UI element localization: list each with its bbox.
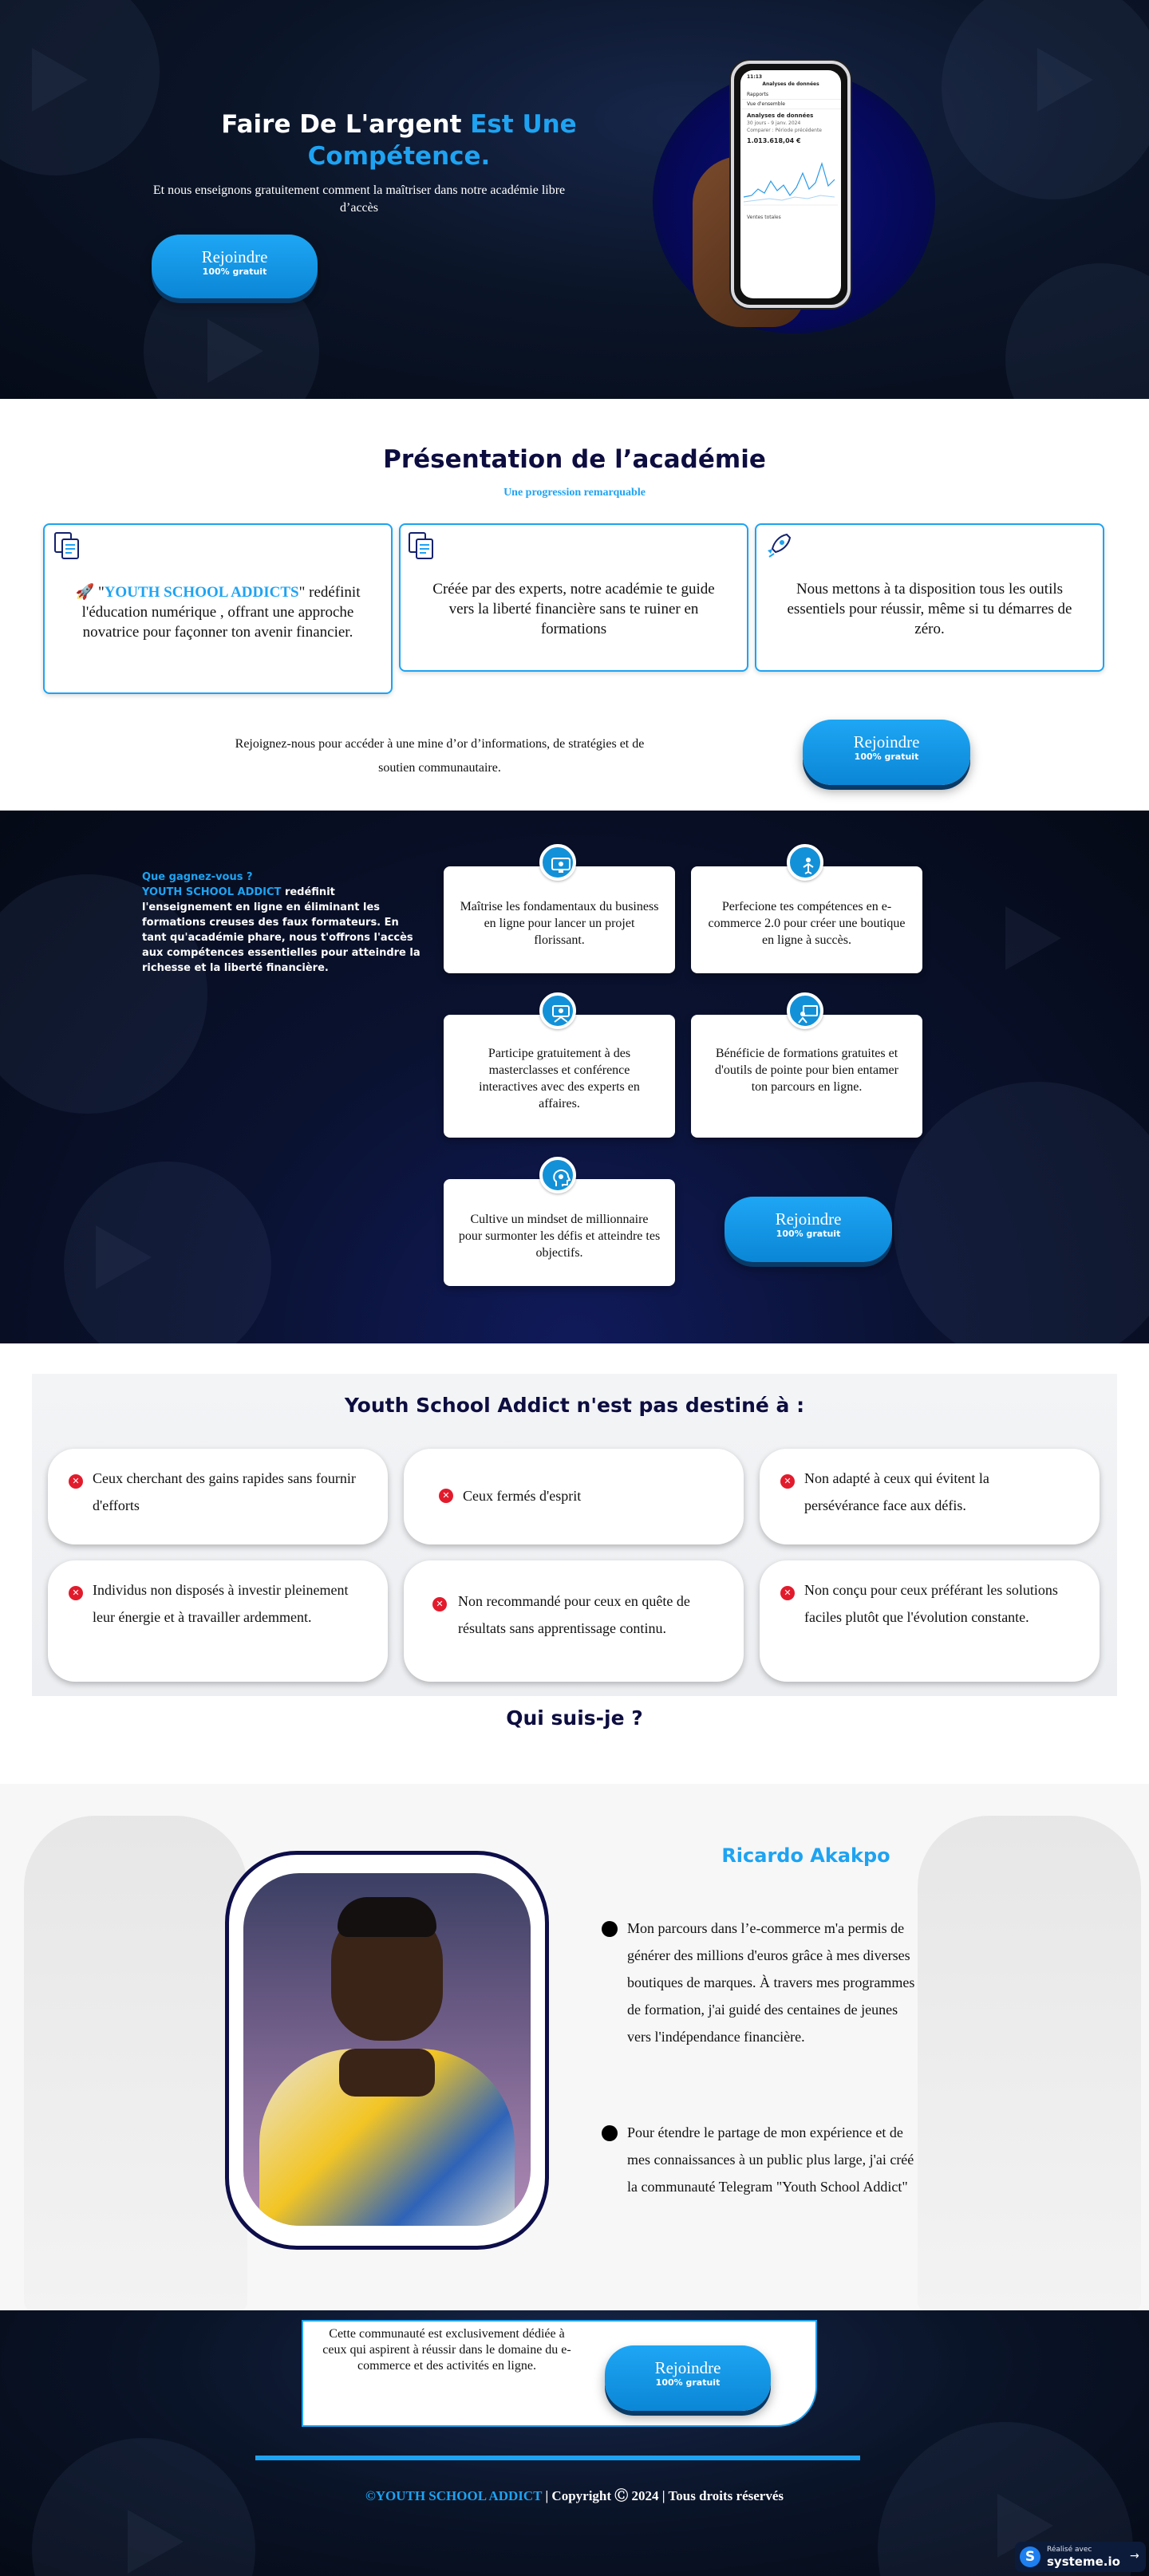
document-icon [407,531,436,560]
feature-text: Participe gratuitement à des masterclasses et conférence interactives avec des experts en affaires. [479,1047,640,1110]
not-for-card [48,1560,388,1682]
bg-telegram-shape [1005,906,1061,970]
phone-row: Rapports [740,90,841,100]
gains-intro-text: redéfinit l'enseignement en ligne en éliminant les formations creuses des faux formateurs. En tant qu'académie phare, nous t'offrons l'accès aux compétences essentielles pour atteindre la richesse et la liberté financière. [142,886,421,974]
rocket-emoji-icon: 🚀 [75,584,95,601]
badge-name: systeme.io [1047,2554,1120,2569]
feature-text: Maîtrise les fondamentaux du business en ligne pour lancer un projet florissant. [460,900,659,947]
bg-telegram-shape [96,1225,152,1289]
presentation-title: Présentation de l’académie [383,445,766,474]
not-for-text: Non adapté à ceux qui évitent la persévérance face aux défis. [804,1470,989,1513]
phone-line-chart [740,149,841,213]
not-for-card [760,1449,1100,1544]
rocket-icon [764,531,793,560]
not-for-text: Non recommandé pour ceux en quête de résultats sans apprentissage continu. [458,1593,690,1636]
x-circle-icon: ✕ [780,1474,795,1489]
button-label: Rejoindre [853,732,920,751]
portrait-hair [338,1897,436,1937]
phone-screen [740,70,841,298]
x-circle-icon: ✕ [432,1597,447,1611]
feature-card [691,1015,922,1138]
hero-title-highlight: Est Une [470,110,577,139]
feature-card [444,866,675,973]
bg-circle [894,1082,1149,1343]
phone-footer: Ventes totales [747,215,781,220]
phone-filter: 30 jours - 9 janv. 2024 [747,120,801,126]
hero-title-highlight-2: Compétence. [307,142,491,171]
feature-card [444,1015,675,1138]
growth-icon [787,844,823,881]
mindset-icon [539,1157,576,1193]
presentation-card [43,523,393,694]
community-card [302,2320,817,2427]
about-name: Ricardo Akakpo [721,1844,890,1867]
button-sublabel: 100% gratuit [854,751,919,762]
about-bio-1: Mon parcours dans l’e-commerce m'a permis de générer des millions d'euros grâce à mes diverses boutiques de marques. À travers mes programmes de formation, j'ai guidé des centaines de jeunes vers l'indépendance financière. [627,1920,915,2045]
document-icon [53,531,81,560]
phone-row: Vue d'ensemble [740,100,841,109]
not-for-text: Ceux fermés d'esprit [463,1488,582,1504]
presentation-card [755,523,1104,672]
presentation-card [399,523,748,672]
bg-telegram-shape [207,319,263,383]
gains-join-button[interactable] [725,1197,892,1262]
feature-card [444,1179,675,1286]
button-label: Rejoindre [201,247,268,266]
about-title: Qui suis-je ? [506,1706,643,1730]
gains-brand: YOUTH SCHOOL ADDICT [142,886,282,898]
background-portrait-right [918,1816,1141,2310]
phone-card-title: Analyses de données [747,112,814,119]
x-circle-icon: ✕ [439,1489,453,1503]
hero-subtitle: Et nous enseignons gratuitement comment la maîtriser dans notre académie libre d’accès [152,183,566,215]
portrait-hands [339,2049,435,2097]
not-for-card [404,1560,744,1682]
systeme-logo-icon: S [1020,2546,1040,2567]
presentation-card-text: Créée par des experts, notre académie te guide vers la liberté financière sans te ruiner en formations [432,581,715,637]
hero-title [144,108,654,172]
not-for-card [404,1449,744,1544]
phone-filter: Comparer : Période précédente [747,128,822,133]
button-label: Rejoindre [654,2358,721,2377]
join-community-text: Rejoignez-nous pour accéder à une mine d’or d’informations, de stratégies et de soutien communautaire. [235,737,645,775]
copyright-brand: ©YOUTH SCHOOL ADDICT [365,2488,543,2503]
bullet-icon [602,1921,618,1937]
bg-telegram-shape [32,48,88,112]
gains-question: Que gagnez-vous ? [142,871,253,883]
gains-intro [142,870,423,976]
hero-title-part1: Faire De L'argent [221,110,462,139]
button-sublabel: 100% gratuit [655,2377,721,2388]
not-for-card [48,1449,388,1544]
button-sublabel: 100% gratuit [202,266,267,277]
portrait-photo [243,1873,531,2226]
training-icon [787,992,823,1029]
badge-caption: Réalisé avec [1047,2546,1092,2554]
phone-time: 11:13 [747,74,763,80]
presentation-card-text: Nous mettons à ta disposition tous les outils essentiels pour réussir, même si tu démarres de zéro. [787,581,1072,637]
not-for-card [760,1560,1100,1682]
bg-telegram-shape [128,2510,184,2574]
button-sublabel: 100% gratuit [776,1229,841,1239]
phone-mockup [731,61,851,308]
monitor-icon [539,844,576,881]
feature-card [691,866,922,973]
arrow-right-icon: → [1130,2550,1139,2562]
background-portrait-left [24,1816,247,2310]
feature-text: Cultive un mindset de millionnaire pour surmonter les défis et atteindre tes objectifs. [458,1213,661,1260]
not-for-text: Ceux cherchant des gains rapides sans fournir d'efforts [93,1470,356,1513]
x-circle-icon: ✕ [69,1474,83,1489]
x-circle-icon: ✕ [780,1586,795,1600]
bg-circle [64,1162,271,1343]
phone-header: Analyses de données [762,81,819,87]
card-text-part: " redéfinit l'éducation numérique , offrant une approche novatrice pour façonner ton avenir financier. [81,584,361,641]
presentation-subtitle: Une progression remarquable [503,487,646,499]
systeme-badge[interactable] [1015,2542,1146,2572]
card-text-part: " [94,584,105,601]
bg-circle [1005,263,1149,399]
not-for-title: Youth School Addict n'est pas destiné à : [344,1394,805,1417]
footer-join-button[interactable] [605,2345,771,2411]
phone-value: 1.013.618,04 € [747,137,801,144]
community-text: Cette communauté est exclusivement dédiée à ceux qui aspirent à réussir dans le domaine du e-commerce et des activités en ligne. [322,2327,571,2373]
about-bio-2: Pour étendre le partage de mon expérience et de mes connaissances à un public plus large, j'ai créé la communauté Telegram "Youth School Addict" [627,2124,914,2195]
not-for-text: Non conçu pour ceux préférant les solutions faciles plutôt que l'évolution constante. [804,1582,1058,1625]
hero-join-button[interactable] [152,235,318,298]
copyright [255,2484,894,2504]
x-circle-icon: ✕ [69,1586,83,1600]
bg-telegram-shape [1037,48,1093,112]
conference-icon [539,992,576,1029]
not-for-text: Individus non disposés à investir pleinement leur énergie et à travailler ardemment. [93,1582,349,1625]
feature-text: Bénéficie de formations gratuites et d'outils de pointe pour bien entamer ton parcours en ligne. [715,1047,898,1094]
button-label: Rejoindre [775,1209,842,1229]
presentation-card-text [64,582,372,642]
footer-divider [255,2456,860,2460]
copyright-text: | Copyright Ⓒ 2024 | Tous droits réservés [542,2488,784,2503]
bullet-icon [602,2125,618,2141]
feature-text: Perfecione tes compétences en e-commerce 2.0 pour créer une boutique en ligne à succès. [708,900,906,947]
presentation-join-button[interactable] [803,720,970,785]
brand-highlight: YOUTH SCHOOL ADDICTS [104,584,299,601]
